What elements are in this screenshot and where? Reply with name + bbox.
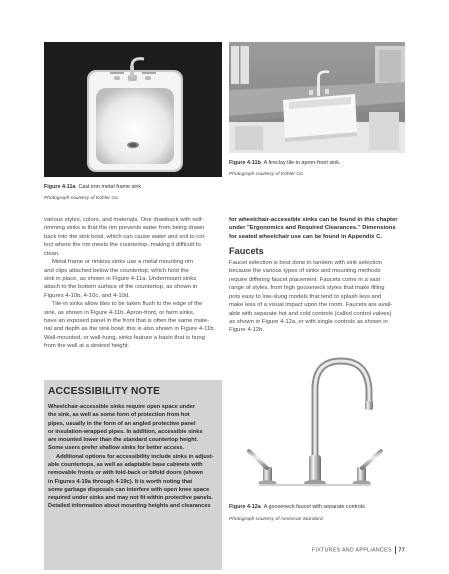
text-line: various styles, colors, and materials. One drawback with self- <box>44 217 204 223</box>
figure-title: Cast iron metal frame sink. <box>78 184 143 190</box>
text-line: Figure 4-12b. <box>229 327 265 334</box>
text-line: removable fronts or with fold-back or bifold doors (shown <box>48 470 204 477</box>
faucets-heading: Faucets <box>229 246 264 256</box>
text-line: under "Ergonomics and Required Clearances." Dimensions <box>229 225 396 232</box>
note-paragraph-1 <box>48 403 220 453</box>
text-line: Faucet selection is best done in tandem with sink selection <box>229 260 382 266</box>
accessibility-continuation <box>229 216 405 241</box>
figure-label: Figure 4-12a <box>229 504 261 510</box>
text-line: and clips attached below the countertop, which hold the <box>44 267 189 274</box>
text-line: some garbage disposals can interfere with open knee space <box>48 486 210 493</box>
figure-4-11b-caption <box>229 160 340 166</box>
left-column-text <box>44 216 222 351</box>
text-line: the sink, as well as some form of protection from hot <box>48 412 190 419</box>
figure-4-11a-credit: Photograph courtesy of Kohler Co. <box>44 196 120 201</box>
figure-4-11a-photo <box>44 42 222 177</box>
text-line: attach to the bottom surface of the countertop, as shown in <box>44 284 198 291</box>
text-line: required under sinks and may not fit within protective panels. <box>48 495 213 502</box>
figure-4-11a-caption <box>44 184 143 190</box>
text-line: Some users prefer shallow sinks for better access. <box>48 445 185 452</box>
figure-label: Figure 4-11b <box>229 160 261 166</box>
text-line: for wheelchair-accessible sinks can be found in this chapter <box>229 217 398 223</box>
text-line: or insulation-wrapped pipes. In addition, accessible sinks <box>48 428 203 435</box>
figure-4-12a-photo <box>229 355 405 495</box>
footer-divider <box>395 546 396 554</box>
text-line: able with separate hot and cold controls (called control valves) <box>229 310 392 317</box>
accessibility-note-box <box>44 380 222 570</box>
text-line: as shown in Figure 4-12a, or with single controls as shown in <box>229 318 388 325</box>
figure-4-11b-credit: Photograph courtesy of Kohler Co. <box>229 172 305 177</box>
note-paragraph-2 <box>48 453 220 511</box>
figure-title: A fireclay tile-in apron-front sink. <box>263 160 341 166</box>
accessibility-note-title: ACCESSIBILITY NOTE <box>48 386 161 397</box>
right-column-text <box>229 216 405 241</box>
footer-section-title: FIXTURES AND APPLIANCES <box>311 547 392 554</box>
figure-4-11b-photo <box>229 42 405 153</box>
text-line: rimming sinks is that the rim prevents water from being drawn <box>44 225 205 232</box>
page-number: 77 <box>398 547 405 554</box>
text-line: require differing faucet placement. Faucets come in a vast <box>229 276 381 283</box>
text-line: range of styles, from high gooseneck styles that make filling <box>229 285 385 292</box>
text-line: from the wall at a desired height. <box>44 343 130 350</box>
text-line: pots easy to low-slung models that tend to splash less and <box>229 293 382 300</box>
paragraph-faucets <box>229 259 405 335</box>
text-line: sink, as shown in Figure 4-11b. Apron-front, or farm sinks, <box>44 309 195 316</box>
text-line: pipes, usually in the form of an angled protective panel <box>48 420 196 427</box>
text-line: sink in place, as shown in Figure 4-11a. Undermount sinks <box>44 275 197 282</box>
text-line: make less of a visual impact upon the room. Faucets are avail- <box>229 302 393 309</box>
faucets-text <box>229 259 405 335</box>
text-line: are mounted lower than the standard countertop height. <box>48 437 199 444</box>
text-line: able countertops, as well as adaptable base cabinets with <box>48 461 203 468</box>
text-line: Figures 4-10b, 4-10c, and 4-10d. <box>44 292 130 299</box>
paragraph-sink-styles <box>44 216 222 258</box>
page-footer <box>312 546 405 554</box>
text-line: because the various types of sinks and mounting methods <box>229 268 381 275</box>
text-line: back into the sink bowl, which can cause water and soil to col- <box>44 233 206 240</box>
text-line: Detailed information about mounting heights and clearances <box>48 503 211 510</box>
text-line: Additional options for accessibility include sinks in adjust- <box>56 453 214 460</box>
accessibility-note-body <box>48 403 220 511</box>
paragraph-metal-frame <box>44 258 222 300</box>
figure-title: A gooseneck faucet with separate controls. <box>263 504 367 510</box>
figure-label: Figure 4-11a <box>44 184 76 190</box>
text-line: Tile-in sinks allow tiles to be taken flush to the edge of the <box>52 301 203 308</box>
figure-4-12a-caption <box>229 504 366 510</box>
text-line: in Figures 4-19a through 4-19c). It is worth noting that <box>48 478 193 485</box>
text-line: Wheelchair-accessible sinks require open space under <box>48 404 196 410</box>
figure-4-12a-credit: Photograph courtesy of American Standard. <box>229 517 324 522</box>
text-line: Metal frame or rimless sinks use a metal mounting rim <box>52 259 194 266</box>
text-line: Wall-mounted, or wall-hung, sinks feature a basin that is hung <box>44 334 205 341</box>
text-line: have an exposed panel in the front that is often the same mate- <box>44 318 210 325</box>
text-line: rial and depth as the sink bowl; this is also shown in Figure 4-11b. <box>44 326 216 333</box>
text-line: for seated wheelchair use can be found in Appendix C. <box>229 233 382 240</box>
text-line: clean. <box>44 250 60 257</box>
text-line: lect where the rim meets the countertop, making it difficult to <box>44 242 201 249</box>
paragraph-tile-in <box>44 300 222 351</box>
